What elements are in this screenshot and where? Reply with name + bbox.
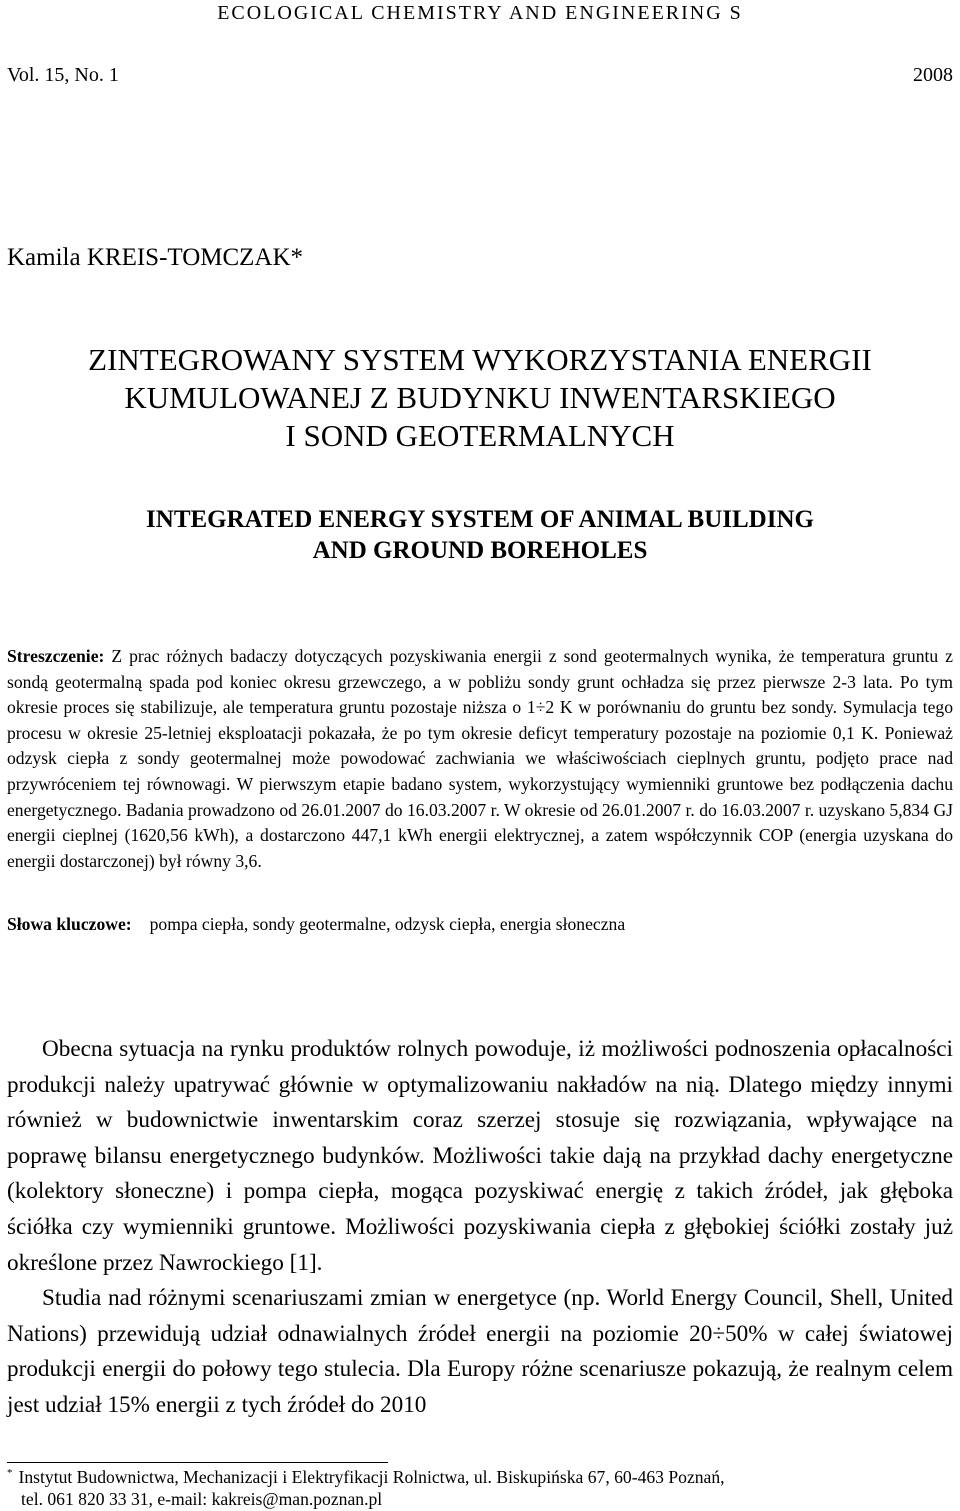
- volume-line: [7, 64, 953, 87]
- footnote-divider: [7, 1462, 388, 1463]
- footnote: [7, 1466, 953, 1510]
- keywords: [7, 914, 625, 935]
- title-polish-line: I SOND GEOTERMALNYCH: [285, 418, 675, 453]
- footnote-contact: tel. 061 820 33 31, e-mail: kakreis@man.poznan.pl: [21, 1489, 383, 1509]
- volume-number: Vol. 15, No. 1: [7, 64, 119, 86]
- title-english-line: INTEGRATED ENERGY SYSTEM OF ANIMAL BUILDING: [146, 506, 814, 533]
- body-paragraph: Obecna sytuacja na rynku produktów rolnych powoduje, iż możliwości podnoszenia opłacalności produkcji należy upatrywać głównie w optymalizowaniu nakładów na nią. Dlatego między innymi również w budownictwie inwentarskim coraz szerzej stosuje się rozwiązania, wpływające na poprawę bilansu energetycznego budynków. Możliwości takie dają na przykład dachy energetyczne (kolektory słoneczne) i pompa ciepła, mogąca pozyskiwać energię z takich źródeł, jak głęboka ściółka czy wymienniki gruntowe. Możliwości pozyskiwania ciepła z głębokiej ściółki zostały już określone przez Nawrockiego [1].: [7, 1036, 953, 1276]
- abstract-text: Z prac różnych badaczy dotyczących pozyskiwania energii z sond geotermalnych wynika, że temperatura gruntu z sondą geotermalną spada pod koniec okresu grzewczego, a w pobliżu sondy grunt ochładza się przez pierwsze 2-3 lata. Po tym okresie proces się stabilizuje, ale temperatura gruntu pozostaje niższa o 1÷2 K w porównaniu do gruntu bez sondy. Symulacja tego procesu w okresie 25-letniej eksploatacji pokazała, że po tym okresie deficyt temperatury pozostaje na poziomie 0,1 K. Ponieważ odzysk ciepła z sondy geotermalnej może powodować zachwiania we właściwościach cieplnych gruntu, podjęto prace nad przywróceniem tej równowagi. W pierwszym etapie badano system, wykorzystujący wymienniki gruntowe bez podłączenia dachu energetycznego. Badania prowadzono od 26.01.2007 do 16.03.2007 r. W okresie od 26.01.2007 r. do 16.03.2007 r. uzyskano 5,834 GJ energii cieplnej (1620,56 kWh), a dostarczono 447,1 kWh energii elektrycznej, a zatem współczynnik COP (energia uzyskana do energii dostarczonej) był równy 3,6.: [7, 646, 953, 871]
- footnote-mark: *: [7, 1467, 13, 1480]
- keywords-label: Słowa kluczowe:: [7, 914, 132, 934]
- abstract: [7, 644, 953, 874]
- footnote-affiliation: Instytut Budownictwa, Mechanizacji i Elektryfikacji Rolnictwa, ul. Biskupińska 67, 60-463 Poznań,: [18, 1467, 725, 1487]
- body-text: [7, 1032, 953, 1424]
- title-polish-line: ZINTEGROWANY SYSTEM WYKORZYSTANIA ENERGII: [88, 342, 872, 377]
- publication-year: 2008: [913, 64, 953, 86]
- title-polish: [0, 341, 960, 455]
- body-paragraph: Studia nad różnymi scenariuszami zmian w energetyce (np. World Energy Council, Shell, United Nations) przewidują udział odnawialnych źródeł energii na poziomie 20÷50% w całej światowej produkcji energii do połowy tego stulecia. Dla Europy różne scenariusze pokazują, że realnym celem jest udział 15% energii z tych źródeł do 2010: [7, 1285, 953, 1418]
- title-polish-line: KUMULOWANEJ Z BUDYNKU INWENTARSKIEGO: [124, 380, 836, 415]
- title-english-line: AND GROUND BOREHOLES: [312, 537, 648, 564]
- author-name: Kamila KREIS-TOMCZAK*: [7, 244, 304, 271]
- title-english: [0, 504, 960, 566]
- abstract-label: Streszczenie:: [7, 646, 105, 666]
- journal-name: ECOLOGICAL CHEMISTRY AND ENGINEERING S: [217, 2, 743, 24]
- keywords-text: pompa ciepła, sondy geotermalne, odzysk ciepła, energia słoneczna: [149, 914, 626, 934]
